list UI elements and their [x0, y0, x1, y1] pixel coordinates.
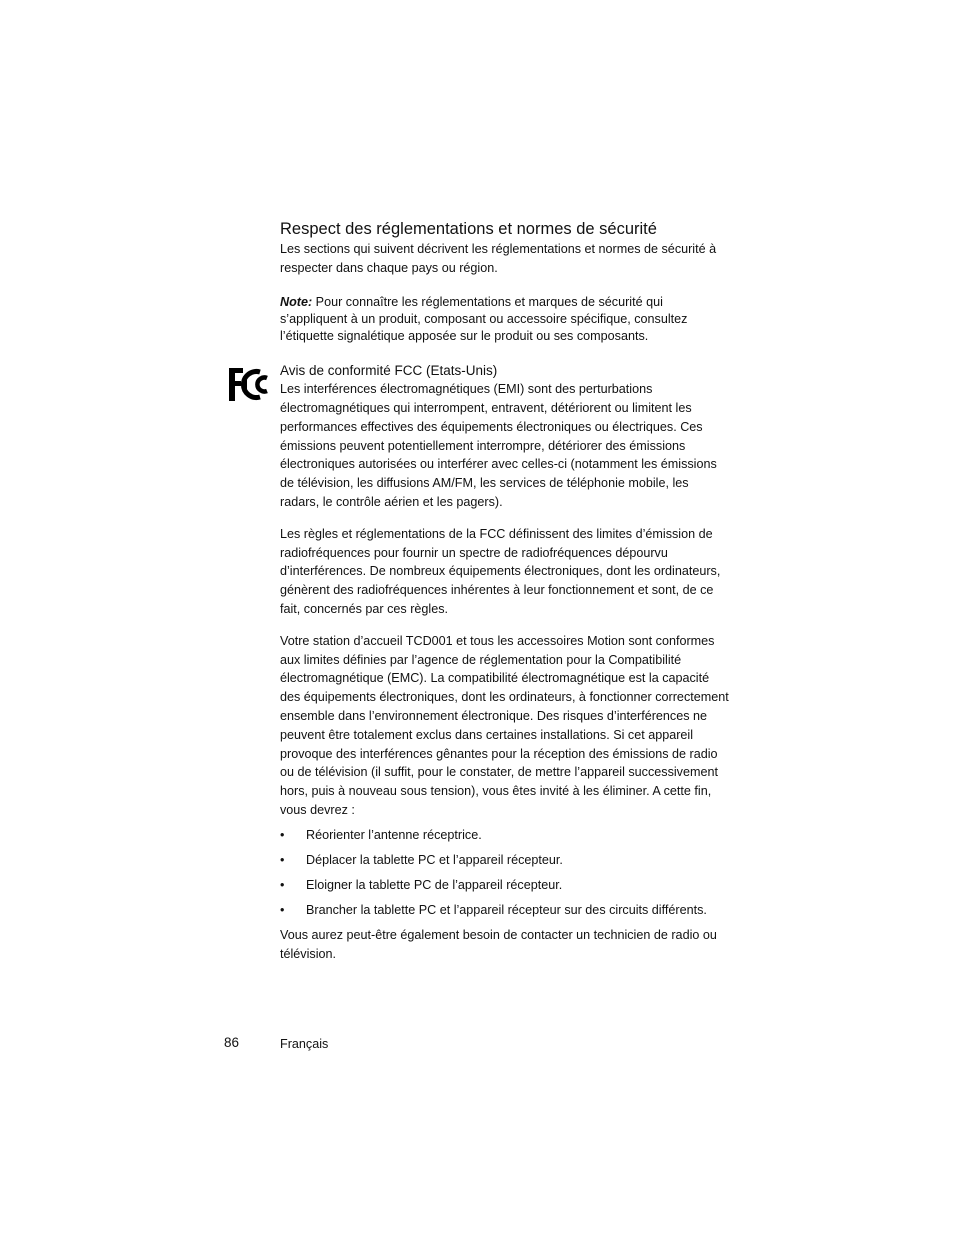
fcc-logo-icon [227, 366, 274, 403]
list-item-text: Brancher la tablette PC et l’appareil récepteur sur des circuits différents. [306, 902, 707, 917]
list-item [280, 851, 730, 870]
list-item [280, 826, 730, 845]
list-item-text: Réorienter l’antenne réceptrice. [306, 827, 482, 842]
list-item-text: Eloigner la tablette PC de l’appareil récepteur. [306, 877, 563, 892]
remedy-list [280, 826, 730, 920]
contact-paragraph: Vous aurez peut-être également besoin de contacter un technicien de radio ou télévision. [280, 928, 717, 962]
bullet-icon: • [280, 827, 285, 842]
note-paragraph [280, 294, 730, 346]
fcc-title: Avis de conformité FCC (Etats-Unis) [280, 363, 498, 379]
intro-paragraph: Les sections qui suivent décrivent les réglementations et normes de sécurité à respecter dans chaque pays ou région. [280, 242, 717, 275]
bullet-icon: • [280, 877, 285, 892]
page-number: 86 [224, 1035, 240, 1050]
emi-paragraph: Les interférences électromagnétiques (EMI) sont des perturbations électromagnétiques qui interrompent, entravent, détériorent ou limitent les performances effectives des équipements électroniques ou électriques. Ces émissions peuvent potentiellement interrompre, détériorer des émissions électroniques autorisées ou interférer avec celles-ci (notamment les émissions de télévision, les diffusions AM/FM, les services de téléphonie mobile, les radars, le contrôle aérien et les pagers). [280, 382, 717, 509]
list-item [280, 901, 730, 920]
bullet-icon: • [280, 852, 285, 867]
main-content [280, 218, 730, 964]
note-text: Pour connaître les réglementations et marques de sécurité qui s’appliquent à un produit, composant ou accessoire spécifique, consultez l’étiquette signalétique apposée sur le produit ou ses composants. [280, 294, 688, 343]
section-title: Respect des réglementations et normes de sécurité [280, 220, 657, 238]
note-label: Note: [280, 294, 313, 309]
station-paragraph: Votre station d’accueil TCD001 et tous les accessoires Motion sont conformes aux limites définies par l’agence de réglementation pour la Compatibilité électromagnétique (EMC). La compatibilité électromagnétique est la capacité des équipements électroniques, dont les ordinateurs, à fonctionner correctement ensemble dans l’environnement électronique. Des risques d’interférences ne peuvent être totalement exclus dans certaines installations. Si cet appareil provoque des interférences gênantes pour la réception des émissions de radio ou de télévision (il suffit, pour le constater, de mettre l’appareil successivement hors, puis à nouveau sous tension), vous êtes invité à les éliminer. A cette fin, vous devrez : [280, 633, 729, 817]
fcc-rules-paragraph: Les règles et réglementations de la FCC définissent des limites d’émission de radiofréquences pour fournir un spectre de radiofréquences dépourvu d’interférences. De nombreux équipements électroniques, dont les ordinateurs, génèrent des radiofréquences inhérentes à leur fonctionnement et sont, de ce fait, concernés par ces règles. [280, 526, 721, 616]
list-item-text: Déplacer la tablette PC et l’appareil récepteur. [306, 852, 563, 867]
bullet-icon: • [280, 902, 285, 917]
footer-language: Français [280, 1037, 329, 1051]
list-item [280, 876, 730, 895]
